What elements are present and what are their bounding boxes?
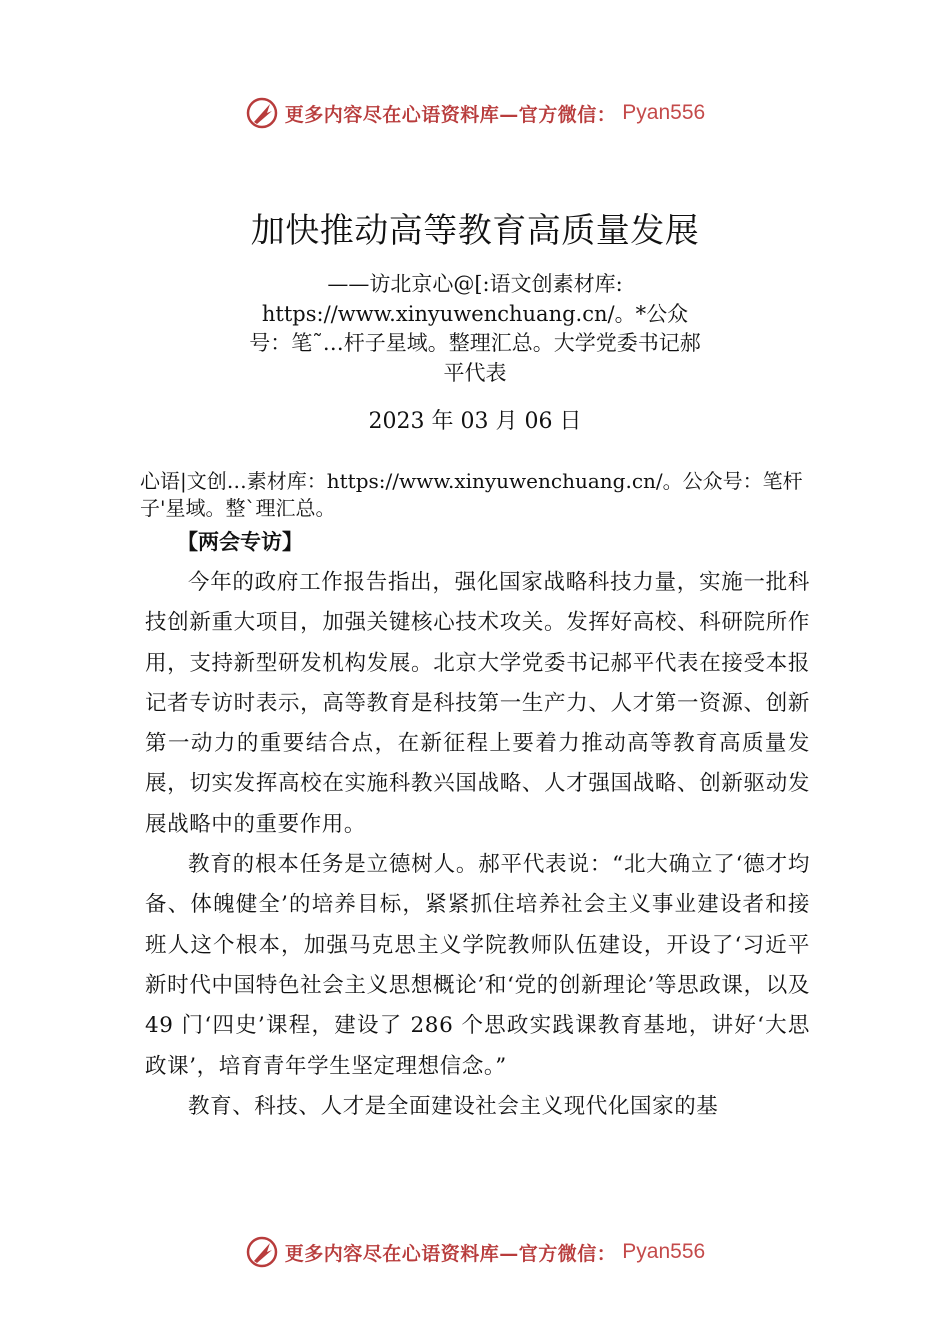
watermark-wechat-id: Pyan556 — [622, 1240, 706, 1263]
quill-logo-icon — [245, 1235, 279, 1269]
paragraph: 今年的政府工作报告指出，强化国家战略科技力量，实施一批科技创新重大项目，加强关键核心技术攻关。发挥好高校、科研院所作用，支持新型研发机构发展。北京大学党委书记郝平代表在接受本报记者专访时表示，高等教育是科技第一生产力、人才第一资源、创新第一动力的重要结合点，在新征程上要着力推动高等教育高质量发展，切实发挥高校在实施科教兴国战略、人才强国战略、创新驱动发展战略中的重要作用。 — [145, 570, 810, 837]
article-body — [145, 563, 810, 1127]
source-note: 心语|文创…素材库：https://www.xinyuwenchuang.cn/。公众号：笔杆子'星域。整`理汇总。 — [140, 469, 803, 520]
watermark-banner-bottom — [0, 1232, 950, 1272]
watermark-banner-top — [0, 93, 950, 133]
publish-date: 2023 年 03 月 06 日 — [368, 409, 582, 434]
document-title: 加快推动高等教育高质量发展 — [250, 211, 700, 251]
quill-logo-icon — [245, 96, 279, 130]
watermark-wechat-id: Pyan556 — [622, 101, 706, 124]
section-label: 【两会专访】 — [177, 530, 303, 554]
paragraph: 教育的根本任务是立德树人。郝平代表说：“北大确立了‘德才均备、体魄健全’的培养目标，紧紧抓住培养社会主义事业建设者和接班人这个根本，加强马克思主义学院教师队伍建设，开设了‘习近平新时代中国特色社会主义思想概论’和‘党的创新理论’等思政课，以及 49 门‘四史’课程，建设了 286 个思政实践课教育基地，讲好‘大思政课’，培育青年学生坚定理想信念。” — [145, 852, 810, 1079]
paragraph: 教育、科技、人才是全面建设社会主义现代化国家的基 — [188, 1093, 719, 1119]
watermark-text: 更多内容尽在心语资料库—官方微信： — [284, 1242, 617, 1265]
watermark-text: 更多内容尽在心语资料库—官方微信： — [284, 103, 617, 126]
document-subtitle: ——访北京心@[:语文创素材库: https://www.xinyuwenchuang.cn/。*公众号：笔˜…杆子星域。整理汇总。大学党委书记郝平代表 — [249, 272, 701, 385]
